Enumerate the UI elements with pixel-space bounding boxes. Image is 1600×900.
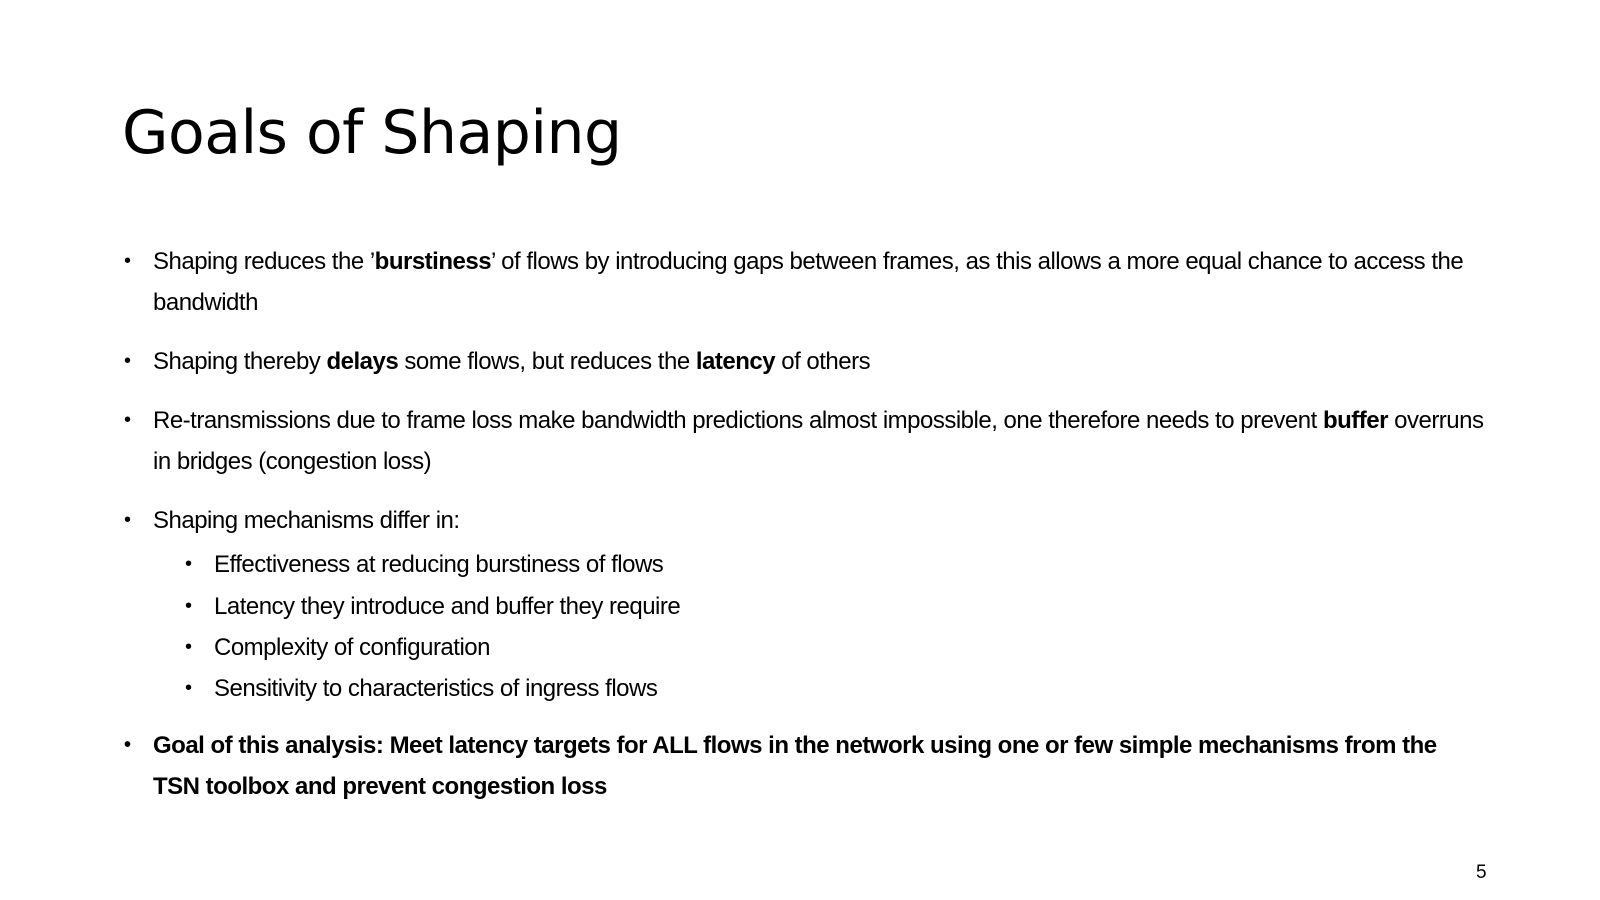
bullet-text xyxy=(153,341,1484,382)
text-run: Shaping reduces the ’ xyxy=(153,248,375,275)
bullet-text xyxy=(153,241,1484,323)
bullet-dot-icon: • xyxy=(124,409,131,431)
text-run: Shaping thereby xyxy=(153,348,327,375)
slide-title: Goals of Shaping xyxy=(122,98,622,168)
sub-bullet-item-3 xyxy=(185,627,1385,668)
sub-bullet-item-1 xyxy=(185,544,1385,585)
bullet-item-goal xyxy=(124,725,1484,807)
bullet-item-3 xyxy=(124,400,1484,482)
sub-bullet-text: Complexity of configuration xyxy=(214,634,490,661)
bullet-dot-icon: • xyxy=(124,734,131,756)
bullet-dot-icon: • xyxy=(124,509,131,531)
text-run: some flows, but reduces the xyxy=(398,348,696,375)
bold-term-latency: latency xyxy=(695,348,776,375)
bullet-dot-icon: • xyxy=(124,250,131,272)
sub-bullet-item-2 xyxy=(185,586,1385,627)
text-run: overruns in bridges (congestion loss) xyxy=(153,407,1484,475)
sub-bullet-text: Effectiveness at reducing burstiness of flows xyxy=(214,551,664,578)
page-number: 5 xyxy=(1476,862,1487,883)
text-run: of others xyxy=(775,348,871,375)
bullet-dot-icon: • xyxy=(185,636,192,658)
bullet-dot-icon: • xyxy=(124,350,131,372)
sub-bullet-text: Latency they introduce and buffer they require xyxy=(214,593,681,620)
sub-bullet-text: Sensitivity to characteristics of ingress flows xyxy=(214,675,658,702)
bullet-text: Shaping mechanisms differ in: xyxy=(153,507,460,534)
bullet-item-1 xyxy=(124,241,1484,323)
bullet-item-4 xyxy=(124,500,1484,541)
bullet-dot-icon: • xyxy=(185,677,192,699)
text-run: Re-transmissions due to frame loss make bandwidth predictions almost impossible, one therefore needs to prevent xyxy=(153,407,1323,434)
sub-bullet-item-4 xyxy=(185,668,1385,709)
bullet-item-2 xyxy=(124,341,1484,382)
bullet-text xyxy=(153,400,1484,482)
bold-term-buffer: buffer xyxy=(1322,407,1388,434)
goal-text: Goal of this analysis: Meet latency targets for ALL flows in the network using one or few simple mechanisms from the TSN toolbox and prevent congestion loss xyxy=(153,732,1437,800)
text-run: ’ of flows by introducing gaps between frames, as this allows a more equal chance to access the bandwidth xyxy=(153,248,1464,316)
bold-term-burstiness: burstiness xyxy=(374,248,492,275)
bullet-dot-icon: • xyxy=(185,595,192,617)
bullet-dot-icon: • xyxy=(185,553,192,575)
bold-term-delays: delays xyxy=(326,348,399,375)
